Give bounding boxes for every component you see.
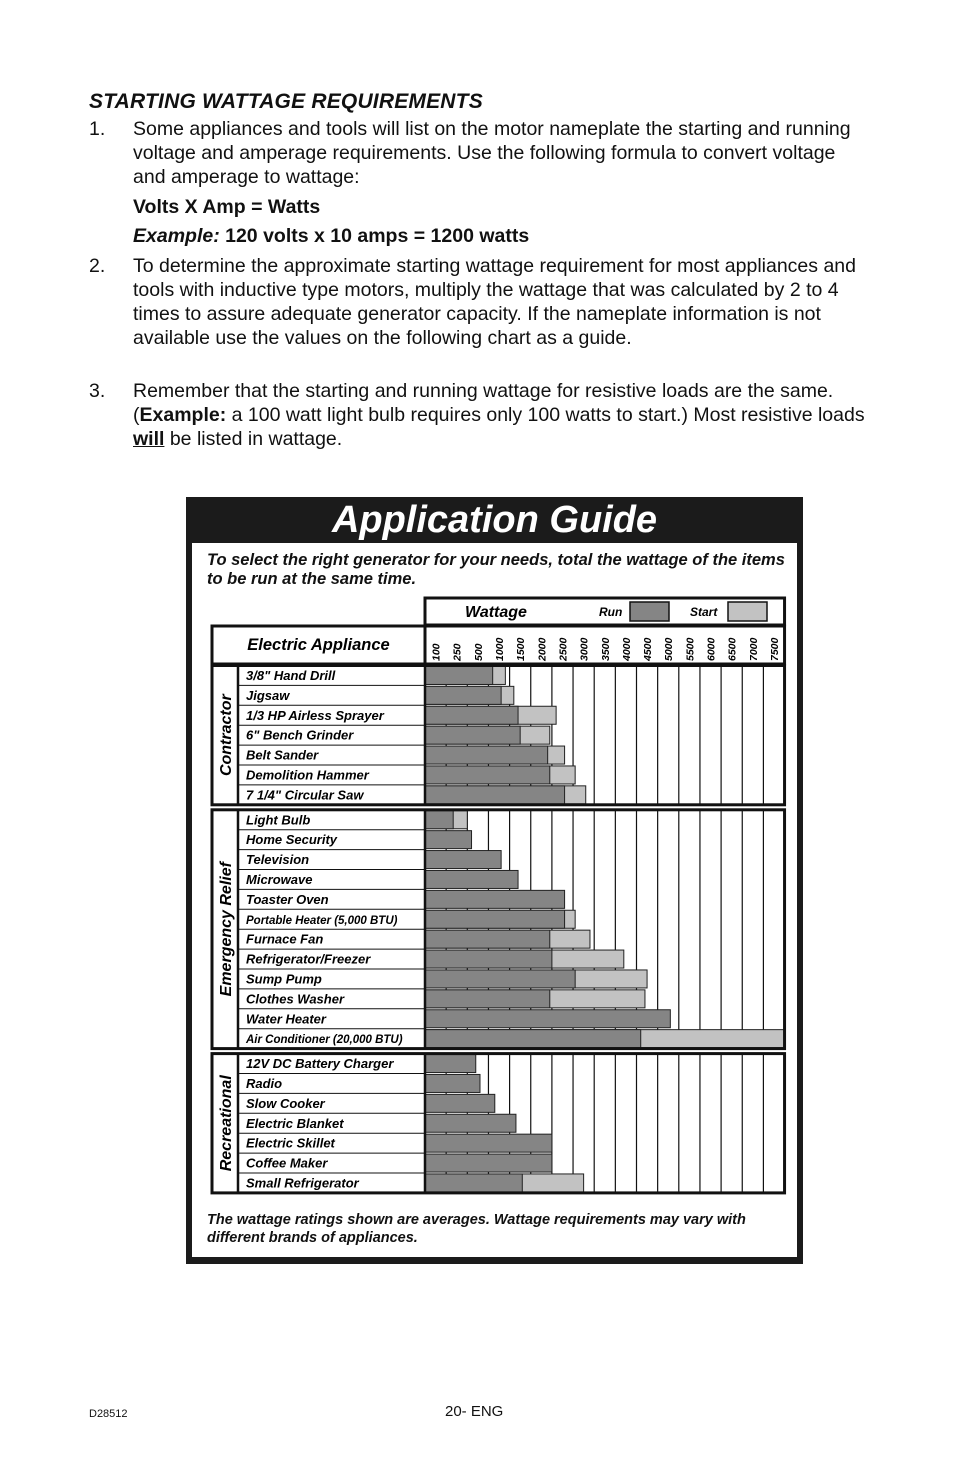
appliance-label: Clothes Washer (246, 991, 345, 1007)
example-label: Example: (133, 225, 220, 247)
guide-intro: To select the right generator for your needs, total the wattage of the items to be run at the same time. (207, 551, 785, 588)
run-bar (425, 1030, 641, 1048)
run-bar (425, 746, 548, 764)
wattage-chart (192, 543, 797, 1257)
run-bar (425, 1154, 552, 1172)
run-bar (425, 811, 453, 829)
item-text (133, 379, 873, 451)
appliance-label: Demolition Hammer (246, 767, 369, 783)
appliance-label: 6" Bench Grinder (246, 727, 354, 743)
tick-label: 100 (430, 643, 443, 661)
legend-run-label: Run (599, 605, 623, 619)
appliance-label: 3/8" Hand Drill (246, 668, 336, 683)
wattage-label: Wattage (465, 604, 527, 621)
appliance-label: Refrigerator/Freezer (246, 951, 371, 967)
legend-run-swatch (630, 602, 669, 621)
appliance-label: Air Conditioner (20,000 BTU) (246, 1034, 403, 1047)
formula: Volts X Amp = Watts (133, 196, 321, 218)
item-text: Some appliances and tools will list on the motor nameplate the starting and running voltage and amperage requirements. Use the following formula to convert voltage and amperage to wattage: (133, 118, 851, 188)
appliance-header-label: Electric Appliance (247, 636, 390, 654)
run-bar (425, 851, 501, 869)
appliance-label: Radio (246, 1076, 283, 1091)
category-label: Recreational (218, 1075, 235, 1172)
application-guide (186, 497, 803, 1264)
tick-label: 250 (451, 643, 464, 661)
run-bar (425, 786, 565, 804)
appliance-label: 1/3 HP Airless Sprayer (246, 707, 384, 723)
run-bar (425, 726, 520, 744)
text-part: Remember that the starting and running wattage for resistive loads are the same. ( (133, 380, 834, 426)
tick-label: 2000 (536, 637, 549, 661)
tick-label: 3000 (578, 637, 591, 661)
tick-label: 4000 (620, 637, 633, 661)
appliance-label: Sump Pump (246, 971, 322, 987)
emphasis-word: will (133, 428, 165, 450)
tick-label: 5500 (684, 637, 697, 661)
legend-start-label: Start (690, 605, 718, 619)
run-bar (425, 990, 550, 1008)
item-number: 3. (89, 380, 106, 402)
guide-footnote: The wattage ratings shown are averages. Wattage requirements may vary with different brands of appliances. (207, 1212, 746, 1246)
category-label: Emergency Relief (218, 862, 235, 997)
guide-title: Application Guide (331, 499, 658, 541)
appliance-label: Slow Cooker (246, 1095, 325, 1111)
page-number: 20- ENG (445, 1403, 504, 1420)
appliance-label: Light Bulb (246, 812, 311, 828)
appliance-label: Furnace Fan (246, 931, 324, 947)
run-bar (425, 1174, 522, 1192)
item-text: To determine the approximate starting wattage requirement for most appliances and tools with inductive type motors, multiply the wattage that was calculated by 2 to 4 times to assure adequate generator capacity. If the nameplate information is not available use the values on the following chart as a guide. (133, 255, 856, 349)
tick-label: 500 (472, 643, 485, 661)
appliance-label: Small Refrigerator (246, 1175, 359, 1191)
legend-start-swatch (728, 602, 767, 621)
appliance-label: Home Security (246, 832, 338, 848)
run-bar (425, 950, 552, 968)
appliance-label: Microwave (246, 872, 313, 887)
tick-label: 6000 (705, 637, 718, 661)
tick-label: 3500 (599, 637, 612, 661)
appliance-label: Electric Blanket (246, 1115, 344, 1131)
run-bar (425, 870, 518, 888)
run-bar (425, 1055, 476, 1073)
run-bar (425, 686, 501, 704)
appliance-label: Television (246, 852, 310, 868)
appliance-label: Water Heater (246, 1011, 326, 1027)
tick-label: 7500 (768, 637, 781, 661)
appliance-label: 7 1/4" Circular Saw (246, 787, 364, 803)
run-bar (425, 706, 518, 724)
item-number: 1. (89, 118, 106, 140)
run-bar (425, 970, 575, 988)
formula-example (133, 225, 529, 248)
item-number: 2. (89, 255, 106, 277)
tick-label: 1000 (494, 637, 507, 661)
run-bar (425, 1134, 552, 1152)
tick-label: 5000 (663, 637, 676, 661)
appliance-label: Toaster Oven (246, 891, 329, 907)
run-bar (425, 831, 472, 849)
run-bar (425, 890, 565, 908)
tick-label: 6500 (726, 637, 739, 661)
appliance-label: Jigsaw (246, 687, 290, 703)
tick-label: 4500 (642, 637, 655, 661)
run-bar (425, 910, 565, 928)
run-bar (425, 1114, 516, 1132)
document-number: D28512 (89, 1408, 128, 1420)
example-label: Example: (139, 404, 227, 426)
tick-label: 7000 (747, 637, 760, 661)
guide-panel (192, 543, 797, 1257)
tick-label: 2500 (557, 637, 570, 661)
appliance-label: Portable Heater (5,000 BTU) (246, 914, 398, 927)
appliance-label: Belt Sander (246, 747, 319, 763)
text-part: be listed in wattage. (164, 428, 343, 450)
appliance-label: Coffee Maker (246, 1155, 328, 1171)
run-bar (425, 930, 550, 948)
tick-label: 1500 (515, 637, 528, 661)
run-bar (425, 766, 550, 784)
run-bar (425, 1074, 480, 1092)
category-label: Contractor (218, 694, 235, 777)
appliance-label: Electric Skillet (246, 1135, 335, 1151)
run-bar (425, 1094, 495, 1112)
text-part: a 100 watt light bulb requires only 100 watts to start.) Most resistive loads (226, 404, 865, 426)
run-bar (425, 666, 493, 684)
section-heading: STARTING WATTAGE REQUIREMENTS (89, 90, 483, 113)
appliance-label: 12V DC Battery Charger (246, 1056, 394, 1072)
run-bar (425, 1010, 670, 1028)
example-text: 120 volts x 10 amps = 1200 watts (219, 225, 530, 247)
